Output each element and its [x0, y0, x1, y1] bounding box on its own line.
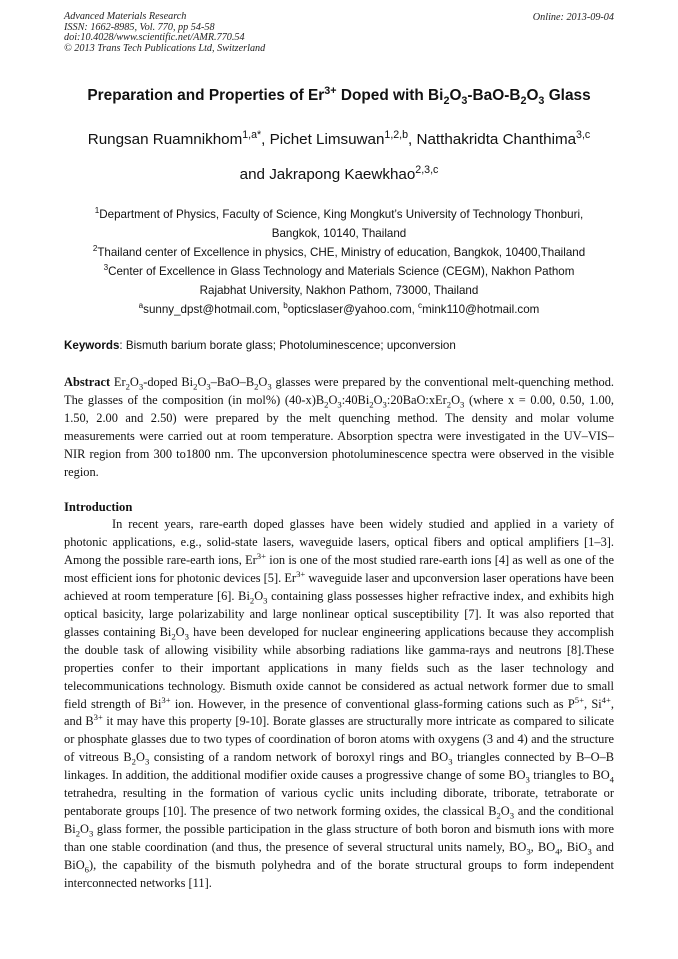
online-date: Online: 2013-09-04 [532, 12, 614, 23]
journal-name: Advanced Materials Research [64, 11, 187, 22]
abstract: Abstract $Er_2O_3$-doped $Bi_2O_3-BaO-B_2O_3$ glasses were prepared by the conventional melt-quenching method. The glasses of the composition (in mol%) $(40-x)B_2O_3:40Bi_2O_3:20BaO:xEr_2O_3$ (where x = 0.00, 0.50, 1.00, 1.50, 2.00 and 2.50) were prepared by the melt quenching method. The density and molar volume measurements were carried out at room temperature. Absorption spectra were investigated in the UV–VIS–NIR region from 300 to1800 nm. The upconversion photoluminescence spectra were observed in the visible region. [64, 375, 614, 479]
section-heading-introduction: Introduction [64, 500, 133, 514]
keywords [64, 339, 456, 352]
abstract-label: Abstract [64, 375, 111, 389]
email-link[interactable]: sunny_dpst@hotmail.com, [143, 303, 284, 316]
keywords-text: : Bismuth barium borate glass; Photoluminescence; upconversion [119, 339, 456, 352]
author-emails: $^a$sunny_dpst@hotmail.com, $^b$opticslaser@yahoo.com, $^c$mink110@hotmail.com [138, 301, 540, 316]
doi-line[interactable]: doi:10.4028/www.scientific.net/AMR.770.54 [64, 32, 245, 44]
email-link[interactable]: opticslaser@yahoo.com, [287, 303, 419, 316]
issn-line: ISSN: 1662-8985, Vol. 770, pp 54-58 [64, 21, 215, 33]
affiliation-3: $^3$Center of Excellence in Glass Technology and Materials Science (CEGM), Nakhon Pathom [103, 263, 575, 278]
affiliation-1: $^1$Department of Physics, Faculty of Science, King Mongkut’s University of Technology Thonburi, [94, 206, 584, 221]
affiliation-3-cont: Rajabhat University, Nakhon Pathom, 73000, Thailand [199, 284, 479, 297]
affiliations [50, 205, 628, 319]
author-name: Rungsan Ruamnikhom [87, 131, 243, 148]
author-name: and Jakrapong Kaewkhao [239, 166, 416, 183]
author-name: , Natthakridta Chanthima [408, 131, 577, 148]
introduction-paragraph: In recent years, rare-earth doped glasses have been widely studied and applied in a variety of photonic applications, e.g., solid-state lasers, waveguide lasers, optical fibers and optical amplifiers [1–3]. Among the possible rare-earth ions, $Er^{3+}$ ion is one of the most studied rare-earth ions [4] as well as one of the most efficient ions for photonic devices [5]. $Er^{3+}$ waveguide laser and upconversion laser operations have been achieved at room temperature [6]. $Bi_2O_3$ containing glass possesses higher refractive index, and exhibits high optical basicity, large polarizability and large nonlinear optical susceptibility [7]. It was also reported that glasses containing $Bi_2O_3$ have been developed for nuclear engineering applications because they accomplish the double task of allowing visibility while absorbing radiations like gamma-rays and neutrons [8].These properties confer to their important applications in many fields such as the laser technology and telecommunications technology. Bismuth oxide cannot be considered as actual network former due to small field strength of $Bi^{3+}$ ion. However, in the presence of conventional glass-forming cations such as $P^{5+}$, $Si^{4+}$, and $B^{3+}$ it may have this property [9-10]. Borate glasses are structurally more intricate as compared to silicate or phosphate glasses due to two types of coordination of boron atoms with oxygens (3 and 4) and the structure of vitreous $B_2O_3$ consisting of a random network of boroxyl rings and $BO_3$ triangles connected by B–O–B linkages. In addition, the additional modifier oxide causes a progressive change of some $BO_3$ triangles to $BO_4$ tetrahedra, resulting in the formation of various cyclic units including diborate, triborate, tetraborate or pentaborate groups [10]. The presence of two network forming oxides, the classical $B_2O_3$ and the conditional $Bi_2O_3$ glass former, the possible participation in the glass structure of both boron and bismuth ions with more than one stable coordination (and thus, the presence of several structural units namely, $BO_3$, $BO_4$, BiO$_3$ and BiO$_6$), the capability of the bismuth polyhedra and of the borate structural groups to form independent interconnected networks [11]. [64, 517, 615, 891]
journal-header [64, 12, 265, 54]
paper-title: Preparation and Properties of $Er^{3+}$ Doped with $Bi_2O_3-BaO-B_2O_3$ Glass [87, 84, 591, 108]
author-name: , Pichet Limsuwan [261, 131, 385, 148]
email-link[interactable]: mink110@hotmail.com [422, 303, 540, 316]
affiliation-1-cont: Bangkok, 10140, Thailand [271, 227, 407, 240]
author-line-1: Rungsan Ruamnikhom$^{1,a*}$, Pichet Limsuwan$^{1,2,b}$, Natthakridta Chanthima$^{3,c}$ [87, 128, 591, 148]
keywords-label: Keywords [64, 339, 120, 352]
affiliation-2: $^2$Thailand center of Excellence in physics, CHE, Ministry of education, Bangkok, 10400,Thailand [92, 244, 586, 259]
author-line-2: and Jakrapong Kaewkhao$^{2,3,c}$ [239, 163, 439, 183]
copyright-line: © 2013 Trans Tech Publications Ltd, Switzerland [64, 42, 266, 54]
